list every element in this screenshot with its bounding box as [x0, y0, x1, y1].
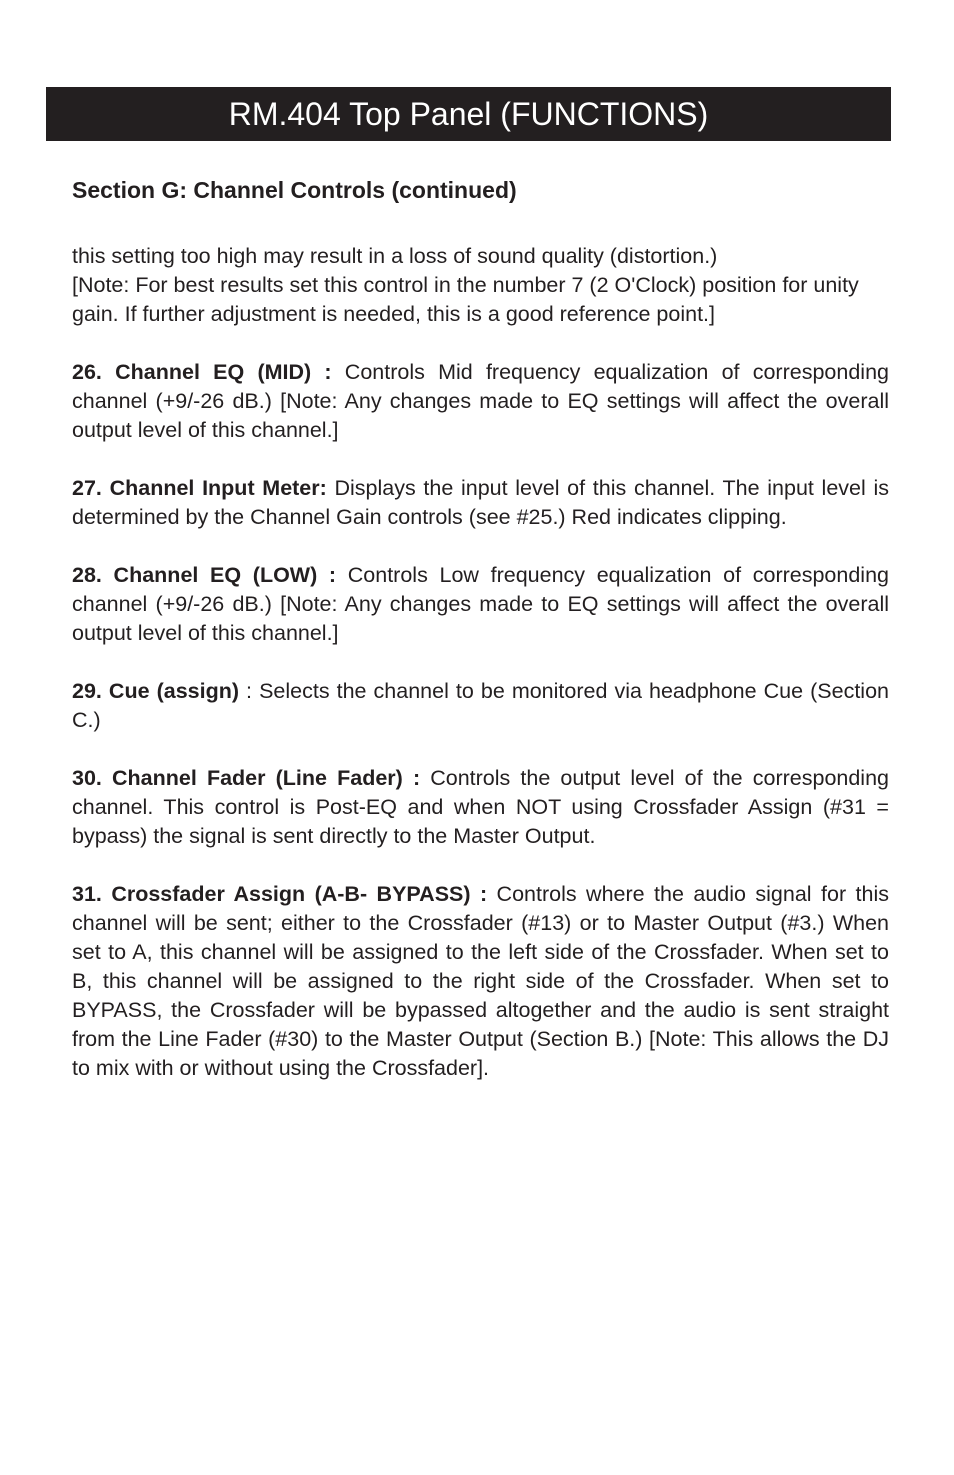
item-term: 26. Channel EQ (MID) :	[72, 360, 332, 384]
intro-paragraph	[72, 242, 889, 329]
item-term: 31. Crossfader Assign (A-B- BYPASS) :	[72, 882, 488, 906]
item-text: Controls the output level of the corresponding channel. This control is Post-EQ and when NOT using Crossfader Assign (#31 = bypass) the signal is sent directly to the Master Output.	[72, 766, 890, 848]
item-term: 28. Channel EQ (LOW) :	[72, 563, 337, 587]
page-title-bar	[46, 87, 891, 141]
item-text: Controls Mid frequency equalization of corresponding channel (+9/-26 dB.) [Note: Any changes made to EQ settings will affect the overall output level of this channel.]	[72, 360, 889, 442]
item-27-channel-input-meter	[72, 474, 889, 532]
item-29-cue-assign	[72, 677, 889, 735]
item-term: 27. Channel Input Meter:	[72, 476, 327, 500]
item-28-channel-eq-low	[72, 561, 889, 648]
item-term: 29. Cue (assign)	[72, 679, 240, 703]
item-text: Controls where the audio signal for this channel will be sent; either to the Crossfader (#13) or to Master Output (#3.) When set to A, this channel will be assigned to the left side of the Crossfader. When set to B, this channel will be assigned to the right side of the Crossfader. When set to BYPASS, the Crossfader will be bypassed altogether and the audio is sent straight from the Line Fader (#30) to the Master Output (Section B.) [Note: This allows the DJ to mix with or without using the Crossfader].	[72, 882, 889, 1080]
document-body	[72, 242, 889, 1112]
item-31-crossfader-assign	[72, 880, 889, 1083]
item-text: : Selects the channel to be monitored via headphone Cue (Section C.)	[72, 679, 889, 732]
item-30-channel-fader	[72, 764, 889, 851]
item-26-channel-eq-mid	[72, 358, 889, 445]
item-text: Displays the input level of this channel. The input level is determined by the Channel Gain controls (see #25.) Red indicates clipping.	[72, 476, 889, 529]
item-text: Controls Low frequency equalization of corresponding channel (+9/-26 dB.) [Note: Any changes made to EQ settings will affect the overall output level of this channel.]	[72, 563, 889, 645]
page-title: RM.404 Top Panel (FUNCTIONS)	[228, 95, 709, 132]
intro-line-2: [Note: For best results set this control in the number 7 (2 O'Clock) position for unity gain. If further adjustment is needed, this is a good reference point.]	[72, 273, 859, 326]
item-term: 30. Channel Fader (Line Fader) :	[72, 766, 421, 790]
intro-line-1: this setting too high may result in a loss of sound quality (distortion.)	[72, 244, 718, 268]
section-heading: Section G: Channel Controls (continued)	[72, 177, 517, 203]
